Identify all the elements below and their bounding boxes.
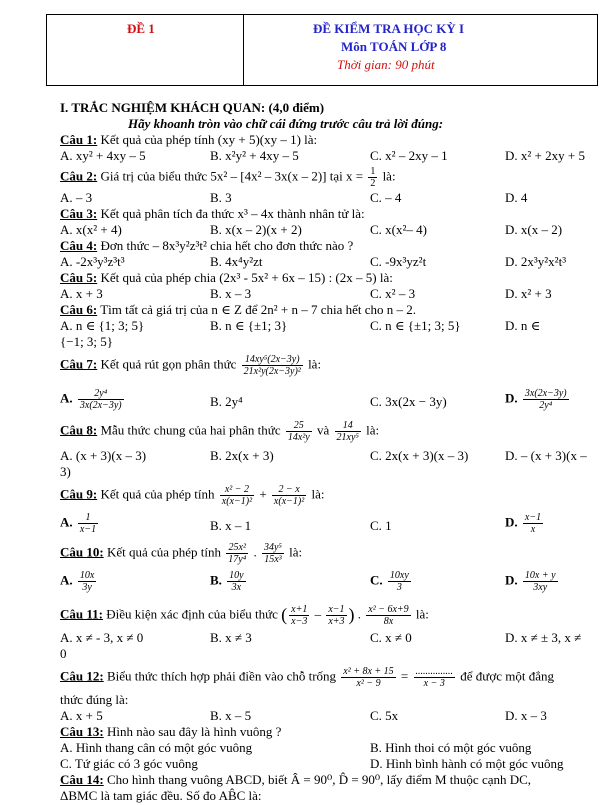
answer-a[interactable]: A. Hình thang cân có một góc vuông [60, 740, 253, 755]
answer-c[interactable]: C. 2x(x + 3)(x – 3) [370, 448, 469, 463]
answer-c[interactable]: C. 3x(2x − 3y) [370, 394, 447, 409]
fraction: $\frac{\text{14xy⁵(2x−3y)}}{\text{21x²y(2x−3y)²}}$ [243, 354, 301, 377]
question-14-line2: ΔBMC là tam giác đều. Số đo AB̂C là: [60, 788, 262, 803]
answer-c[interactable]: C. n ∈ {±1; 3; 5} [370, 318, 461, 333]
question-text: Mẫu thức chung của hai phân thức [97, 422, 284, 438]
answer-a[interactable]: A. $\frac{\text{2y⁴}}{3x(2x-3y)}$ [60, 388, 122, 411]
question-text: Hình nào sau đây là hình vuông ? [103, 724, 282, 739]
answer-b[interactable]: B. 4x⁴y²zt [210, 254, 263, 269]
question-text: Đơn thức – 8x³y²z³t² chia hết cho đơn thức nào ? [97, 238, 354, 253]
answer-b[interactable]: B. x²y² + 4xy – 5 [210, 148, 299, 163]
question-text: Biểu thức thích hợp phải điền vào chỗ trống [103, 668, 340, 684]
question-6 [60, 302, 416, 318]
answer-b[interactable]: B. Hình thoi có một góc vuông [370, 740, 532, 755]
question-label: Câu 11: [60, 606, 103, 622]
answer-d[interactable]: D. x ≠ ± 3, x ≠ [505, 630, 582, 645]
question-text: Cho hình thang vuông ABCD, biết Â = 90⁰, D̂ = 90⁰, lấy điểm M thuộc cạnh DC, [103, 772, 532, 787]
question-text: Kết quả của phép tính [103, 544, 225, 560]
section-title: I. TRẮC NGHIỆM KHÁCH QUAN: (4,0 điểm) [60, 100, 325, 115]
question-5 [60, 270, 393, 286]
answer-d-continued: {−1; 3; 5} [60, 334, 114, 349]
answer-a[interactable]: A. – 3 [60, 190, 93, 205]
answer-b[interactable]: B. x – 5 [210, 708, 252, 723]
fraction: $\frac{1}{2}$ [370, 166, 376, 189]
answer-a[interactable]: A. $\frac{1}{x-1}$ [60, 512, 97, 535]
question-7: Câu 7: Kết quả rút gọn phân thức $\frac{\text{14xy⁵(2x−3y)}}{\text{21x²y(2x−3y)²}}$ là: [60, 354, 322, 377]
question-8: Câu 8: Mẫu thức chung của hai phân thức $\frac{25}{\text{14x²y}}$ và $\frac{14}{\text{21xy⁵}}$ là: [60, 420, 380, 443]
answer-b[interactable]: B. x – 1 [210, 518, 252, 533]
header-divider [243, 15, 244, 85]
answer-d[interactable]: D. x² + 2xy + 5 [505, 148, 585, 163]
answer-a[interactable]: A. x + 5 [60, 708, 103, 723]
answer-c[interactable]: C. x(x²– 4) [370, 222, 427, 237]
answer-d[interactable]: D. $\frac{3x(2x-3y)}{\text{2y⁴}}$ [505, 388, 567, 411]
exam-title: ĐỀ KIỂM TRA HỌC KỲ I [313, 21, 465, 36]
question-12-line2: thức đúng là: [60, 692, 129, 707]
answer-d[interactable]: D. n ∈ [505, 318, 541, 333]
question-text: Kết quả của phép chia (2x³ - 5x² + 6x – 15) : (2x – 5) là: [97, 270, 393, 285]
question-label: Câu 2: [60, 168, 98, 184]
question-label: Câu 12: [60, 668, 104, 684]
question-text: Tìm tất cả giá trị của n ∈ Z để 2n² + n – 7 chia hết cho n – 2. [97, 302, 417, 317]
question-label: Câu 7: [60, 356, 98, 372]
answer-b[interactable]: B. 2y⁴ [210, 394, 243, 409]
answer-c[interactable]: C. x² – 2xy – 1 [370, 148, 448, 163]
exam-code: ĐỀ 1 [127, 21, 155, 36]
answer-c[interactable]: C. x² – 3 [370, 286, 416, 301]
answer-c[interactable]: C. – 4 [370, 190, 402, 205]
question-text: Kết quả của phép tính (xy + 5)(xy – 1) là: [97, 132, 318, 147]
answer-d[interactable]: D. $\frac{10x + y}{3xy}$ [505, 570, 556, 593]
question-text: Điều kiện xác định của biểu thức [102, 606, 282, 622]
question-3 [60, 206, 365, 222]
answer-b[interactable]: B. 3 [210, 190, 232, 205]
answer-b[interactable]: B. $\frac{10y}{3x}$ [210, 570, 244, 593]
answer-d[interactable]: D. 2x³y²x²t³ [505, 254, 567, 269]
answer-d-continued: 0 [60, 646, 67, 661]
exam-duration: Thời gian: 90 phút [337, 57, 435, 72]
question-text: Kết quả phân tích đa thức x³ – 4x thành nhân tử là: [97, 206, 365, 221]
question-10: Câu 10: Kết quả của phép tính $\frac{\text{25x²}}{\text{17y⁴}}$ . $\frac{\text{34y⁵}}{\text{15x³}}$ là: [60, 542, 303, 565]
question-13 [60, 724, 281, 740]
question-14 [60, 772, 531, 788]
question-label: Câu 4: [60, 238, 98, 253]
answer-a[interactable]: A. n ∈ {1; 3; 5} [60, 318, 145, 333]
exam-header-table [46, 14, 598, 86]
answer-b[interactable]: B. x ≠ 3 [210, 630, 252, 645]
answer-d[interactable]: D. $\frac{x-1}{x}$ [505, 512, 542, 535]
question-text: Kết quả rút gọn phân thức [97, 356, 240, 372]
answer-d[interactable]: D. – (x + 3)(x – [505, 448, 587, 463]
answer-c[interactable]: C. $\frac{10xy}{3}$ [370, 570, 409, 593]
answer-d[interactable]: D. 4 [505, 190, 528, 205]
answer-b[interactable]: B. n ∈ {±1; 3} [210, 318, 288, 333]
question-11: Câu 11: Điều kiện xác định của biểu thức ( $\frac{x+1}{x-3}$ – $\frac{x-1}{x+3}$ ) . $\frac{\text{x² − 6x+9}}{8x}$ là: [60, 604, 429, 627]
answer-a[interactable]: A. (x + 3)(x – 3) [60, 448, 147, 463]
answer-d[interactable]: D. x² + 3 [505, 286, 552, 301]
answer-a[interactable]: A. $\frac{10x}{3y}$ [60, 570, 95, 593]
answer-d-continued: 3) [60, 464, 71, 479]
answer-b[interactable]: B. x(x – 2)(x + 2) [210, 222, 302, 237]
answer-a[interactable]: A. x + 3 [60, 286, 103, 301]
answer-c[interactable]: C. 1 [370, 518, 392, 533]
question-label: Câu 14: [60, 772, 104, 787]
answer-a[interactable]: A. -2x³y³z³t³ [60, 254, 125, 269]
answer-c[interactable]: C. x ≠ 0 [370, 630, 412, 645]
question-12: Câu 12: Biểu thức thích hợp phải điền vào chỗ trống $\frac{\text{x² + 8x + 15}}{\text{x² − 9}}$ = $\frac{...............}{x - 3}$ để được một đẳng [60, 666, 554, 689]
answer-a[interactable]: A. x(x² + 4) [60, 222, 122, 237]
question-text: Giá trị của biểu thức 5x² – [4x² – 3x(x – 2)] tại x = [97, 168, 367, 184]
answer-c[interactable]: C. -9x³yz²t [370, 254, 427, 269]
question-label: Câu 8: [60, 422, 98, 438]
answer-a[interactable]: A. x ≠ - 3, x ≠ 0 [60, 630, 144, 645]
question-label: Câu 10: [60, 544, 104, 560]
question-label: Câu 1: [60, 132, 98, 147]
question-label: Câu 13: [60, 724, 104, 739]
answer-c[interactable]: C. Tứ giác có 3 góc vuông [60, 756, 198, 771]
question-2: Câu 2: Giá trị của biểu thức 5x² – [4x² – 3x(x – 2)] tại x = $\frac{1}{2}$ là: [60, 166, 396, 189]
question-4 [60, 238, 353, 254]
answer-b[interactable]: B. 2x(x + 3) [210, 448, 274, 463]
question-1 [60, 132, 317, 148]
exam-subject: Môn TOÁN LỚP 8 [341, 39, 447, 54]
answer-b[interactable]: B. x – 3 [210, 286, 252, 301]
question-text: Kết quả của phép tính [97, 486, 218, 502]
question-label: Câu 6: [60, 302, 98, 317]
answer-d[interactable]: D. x(x – 2) [505, 222, 563, 237]
answer-a[interactable]: A. xy² + 4xy – 5 [60, 148, 146, 163]
question-9: Câu 9: Kết quả của phép tính $\frac{\text{x² − 2}}{\text{x(x−1)²}}$ + $\frac{2 - x}{\text{x(x−1)²}}$ là: [60, 484, 325, 507]
question-label: Câu 3: [60, 206, 98, 221]
question-label: Câu 5: [60, 270, 98, 285]
question-label: Câu 9: [60, 486, 98, 502]
section-instruction: Hãy khoanh tròn vào chữ cái đứng trước câu trả lời đúng: [128, 116, 444, 131]
answer-d[interactable]: D. Hình bình hành có một góc vuông [370, 756, 564, 771]
answer-c[interactable]: C. 5x [370, 708, 399, 723]
answer-d[interactable]: D. x – 3 [505, 708, 547, 723]
